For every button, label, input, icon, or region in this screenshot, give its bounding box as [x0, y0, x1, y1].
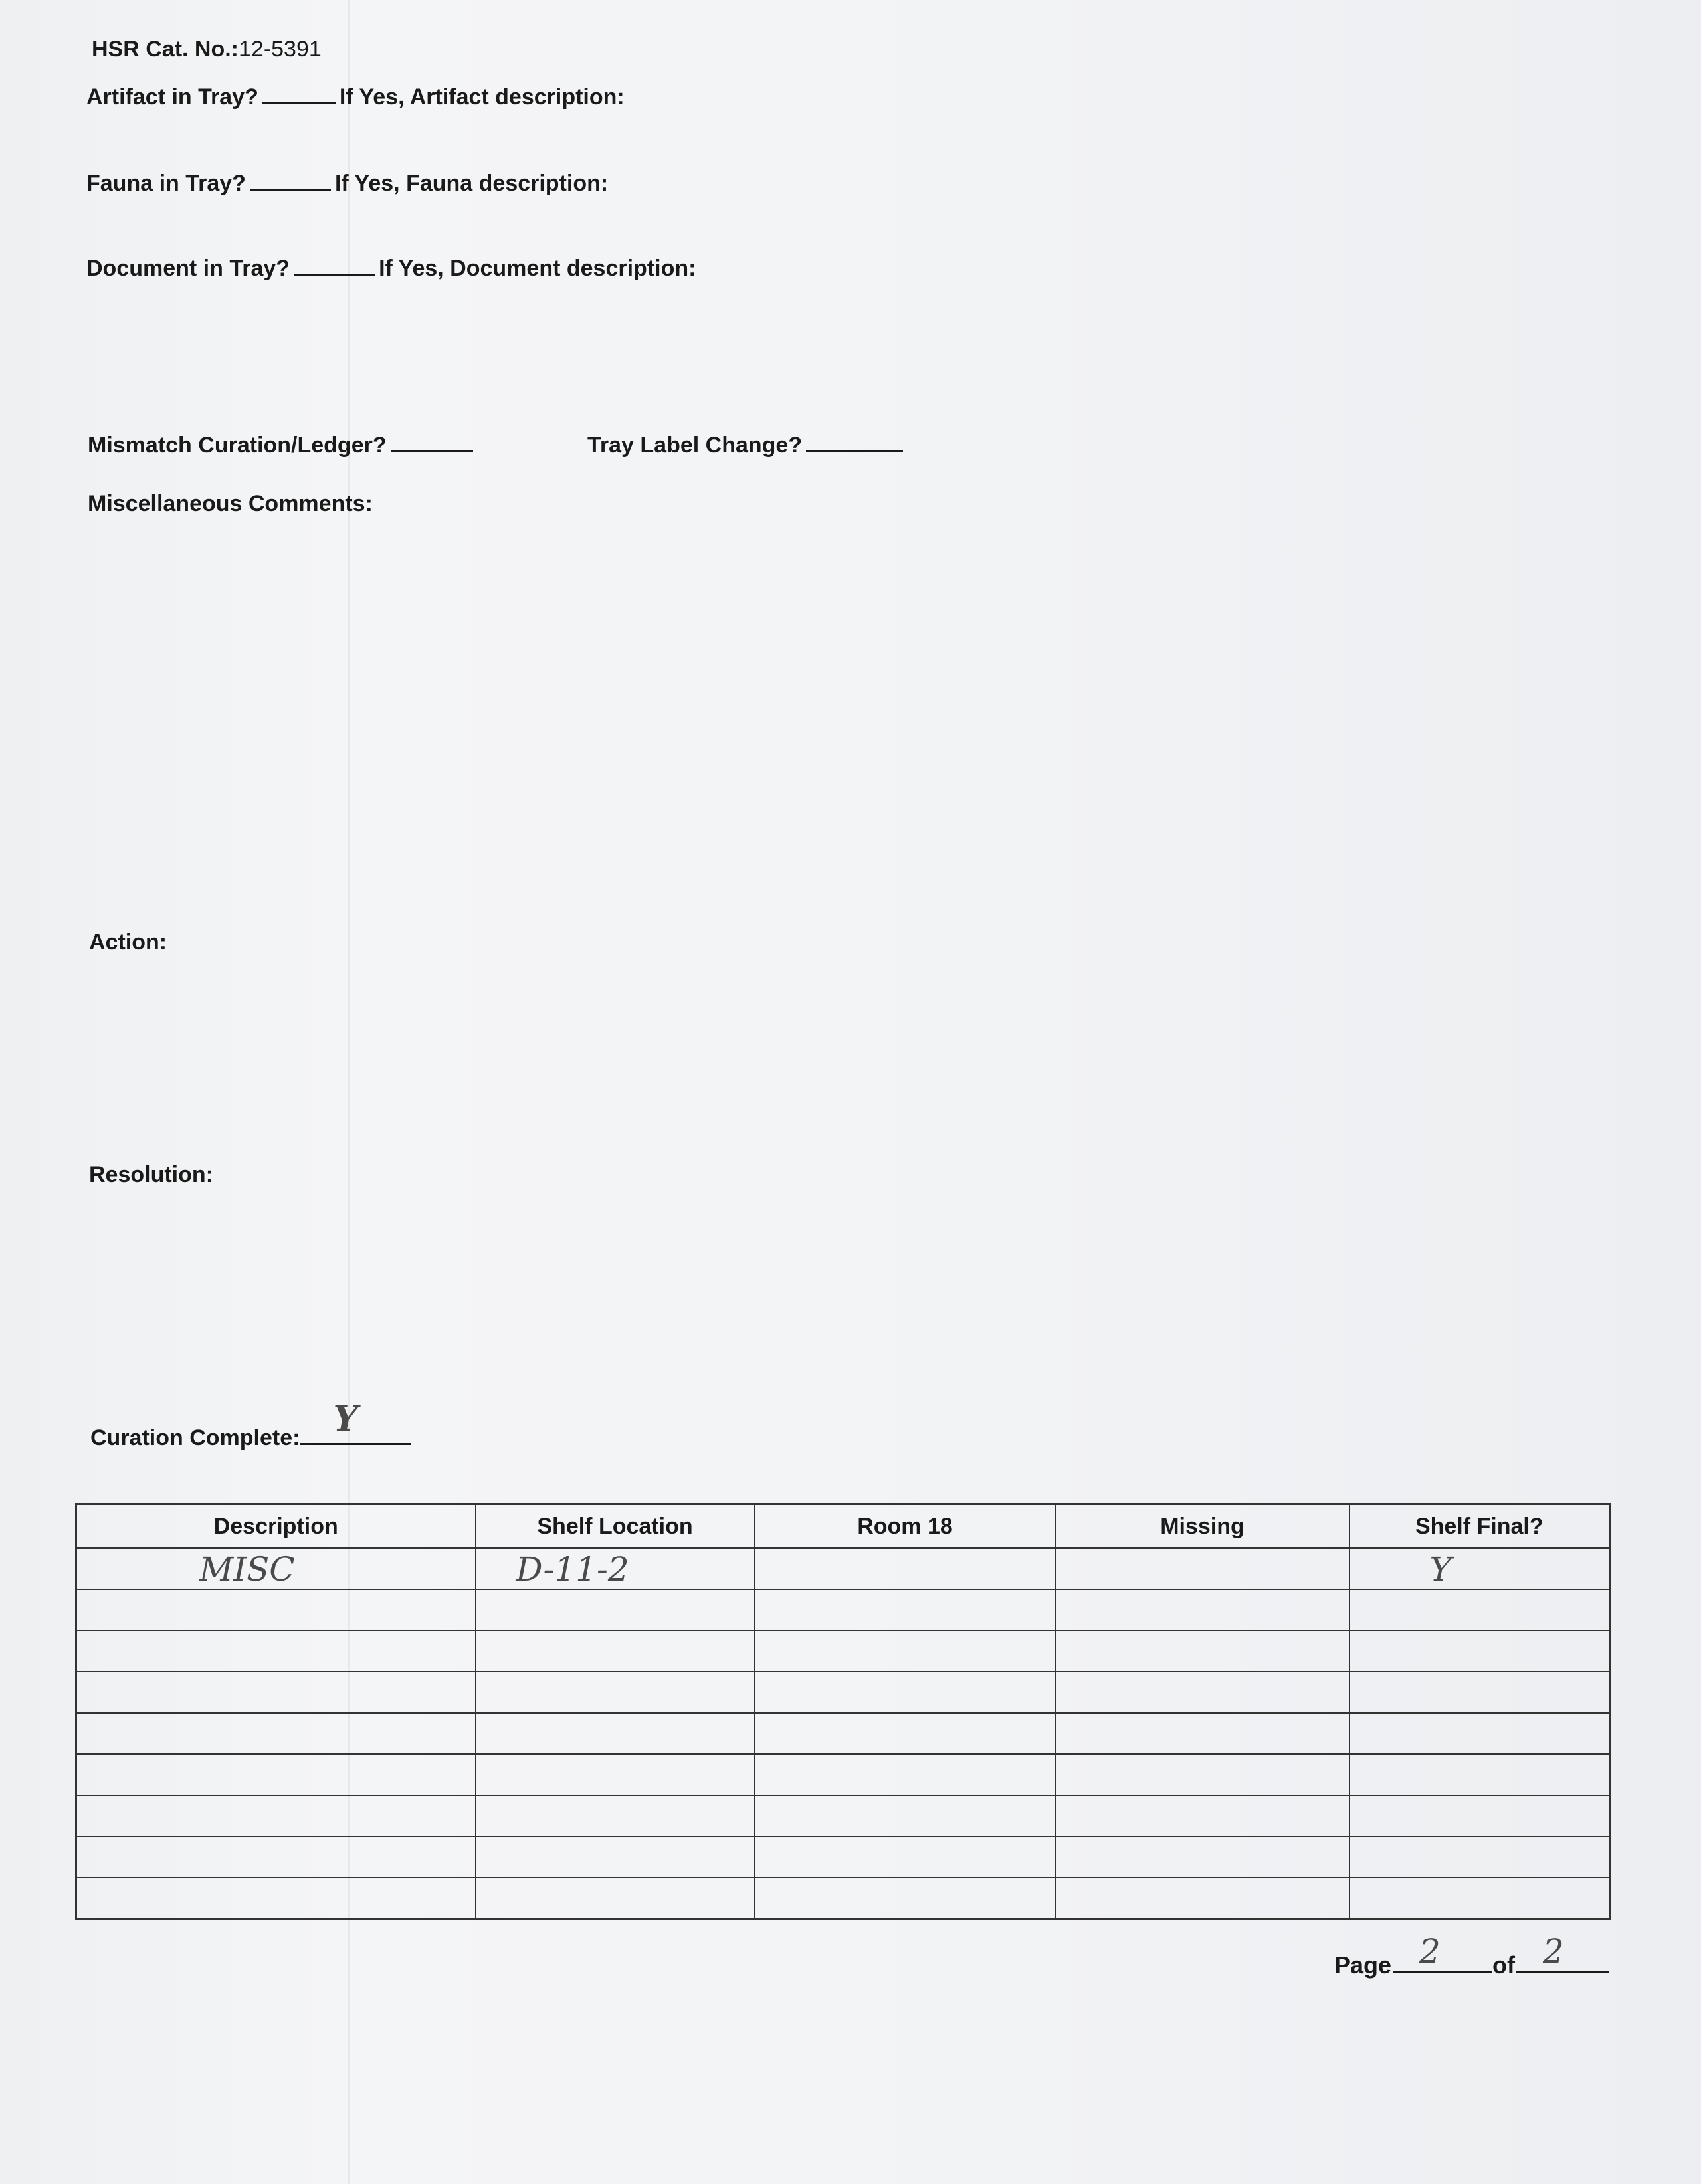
inventory-table	[75, 1503, 1611, 1920]
table-header-row	[76, 1504, 1610, 1549]
fauna-blank[interactable]	[250, 171, 331, 191]
of-value: 2	[1543, 1932, 1564, 1971]
table-cell[interactable]	[476, 1631, 755, 1672]
table-cell[interactable]	[1056, 1548, 1350, 1589]
table-cell[interactable]	[76, 1795, 476, 1837]
table-cell[interactable]	[1056, 1589, 1350, 1631]
table-cell[interactable]	[476, 1589, 755, 1631]
table-cell[interactable]	[1350, 1589, 1610, 1631]
table-row	[76, 1713, 1610, 1754]
artifact-blank[interactable]	[262, 85, 336, 104]
table-cell[interactable]	[1350, 1672, 1610, 1713]
table-cell[interactable]	[755, 1713, 1056, 1754]
table-cell[interactable]	[76, 1713, 476, 1754]
table-cell[interactable]	[476, 1672, 755, 1713]
mismatch-line	[88, 432, 477, 458]
table-cell[interactable]	[755, 1672, 1056, 1713]
of-label: of	[1492, 1951, 1516, 1979]
shelf-location-value: D-11-2	[516, 1550, 629, 1589]
table-cell[interactable]	[1056, 1795, 1350, 1837]
resolution-label: Resolution:	[89, 1162, 213, 1187]
table-cell[interactable]	[76, 1878, 476, 1920]
fauna-description-label: If Yes, Fauna description:	[334, 171, 609, 196]
hsr-cat-label: HSR Cat. No.:	[92, 37, 239, 62]
table-cell[interactable]	[1350, 1878, 1610, 1920]
table-row	[76, 1837, 1610, 1878]
curation-complete-blank[interactable]	[300, 1399, 411, 1445]
fauna-line	[86, 170, 608, 197]
misc-comments-label: Miscellaneous Comments:	[88, 491, 373, 516]
table-cell[interactable]	[1056, 1713, 1350, 1754]
action-label: Action:	[89, 930, 167, 955]
table-cell[interactable]	[755, 1878, 1056, 1920]
table-cell[interactable]	[1056, 1878, 1350, 1920]
table-cell[interactable]	[1350, 1795, 1610, 1837]
tray-label-blank[interactable]	[806, 433, 903, 452]
table-cell[interactable]	[476, 1837, 755, 1878]
table-cell[interactable]	[755, 1631, 1056, 1672]
document-question: Document in Tray?	[86, 256, 290, 281]
header-shelf-location: Shelf Location	[476, 1504, 755, 1549]
table-cell[interactable]	[1350, 1713, 1610, 1754]
table-cell[interactable]	[76, 1631, 476, 1672]
table-cell[interactable]	[1056, 1631, 1350, 1672]
tray-label-line	[587, 432, 907, 458]
table-row	[76, 1878, 1610, 1920]
page-label: Page	[1334, 1951, 1392, 1979]
table-cell[interactable]	[76, 1837, 476, 1878]
hsr-cat-line	[92, 36, 322, 62]
table-cell[interactable]	[755, 1837, 1056, 1878]
of-blank[interactable]	[1516, 1932, 1609, 1973]
table-cell[interactable]	[76, 1754, 476, 1795]
table-cell[interactable]	[1350, 1548, 1610, 1589]
table-cell[interactable]	[1056, 1672, 1350, 1713]
document-description-label: If Yes, Document description:	[379, 256, 696, 281]
curation-complete-line	[90, 1399, 415, 1451]
page-value: 2	[1419, 1932, 1441, 1971]
table-cell[interactable]	[76, 1589, 476, 1631]
table-row	[76, 1795, 1610, 1837]
document-line	[86, 255, 696, 282]
shelf-final-value: Y	[1429, 1550, 1452, 1589]
table-row	[76, 1548, 1610, 1589]
hsr-cat-value: 12-5391	[239, 37, 322, 62]
header-shelf-final: Shelf Final?	[1350, 1504, 1610, 1549]
table-cell[interactable]	[476, 1754, 755, 1795]
header-description: Description	[76, 1504, 476, 1549]
artifact-line	[86, 84, 625, 110]
table-row	[76, 1589, 1610, 1631]
page-blank[interactable]	[1393, 1932, 1492, 1973]
table-cell[interactable]	[755, 1589, 1056, 1631]
description-value: MISC	[199, 1550, 295, 1589]
table-cell[interactable]	[1350, 1631, 1610, 1672]
document-blank[interactable]	[294, 256, 375, 276]
table-cell[interactable]	[755, 1754, 1056, 1795]
table-cell[interactable]	[476, 1795, 755, 1837]
artifact-question: Artifact in Tray?	[86, 84, 258, 110]
header-missing: Missing	[1056, 1504, 1350, 1549]
tray-label-question: Tray Label Change?	[587, 433, 803, 458]
table-cell[interactable]	[476, 1713, 755, 1754]
page-number	[1334, 1932, 1609, 1980]
mismatch-blank[interactable]	[391, 433, 473, 452]
table-cell[interactable]	[476, 1878, 755, 1920]
table-cell[interactable]	[755, 1795, 1056, 1837]
table-cell[interactable]	[76, 1672, 476, 1713]
table-cell[interactable]	[1350, 1837, 1610, 1878]
curation-complete-label: Curation Complete:	[90, 1425, 300, 1450]
table-row	[76, 1631, 1610, 1672]
table-row	[76, 1754, 1610, 1795]
mismatch-question: Mismatch Curation/Ledger?	[88, 433, 387, 458]
curation-complete-value: Y	[333, 1399, 358, 1439]
table-cell[interactable]	[1056, 1754, 1350, 1795]
table-cell[interactable]	[755, 1548, 1056, 1589]
table-cell[interactable]	[76, 1548, 476, 1589]
artifact-description-label: If Yes, Artifact description:	[339, 84, 625, 110]
table-cell[interactable]	[1350, 1754, 1610, 1795]
table-row	[76, 1672, 1610, 1713]
table-cell[interactable]	[1056, 1837, 1350, 1878]
header-room-18: Room 18	[755, 1504, 1056, 1549]
table-cell[interactable]	[476, 1548, 755, 1589]
fauna-question: Fauna in Tray?	[86, 171, 246, 196]
